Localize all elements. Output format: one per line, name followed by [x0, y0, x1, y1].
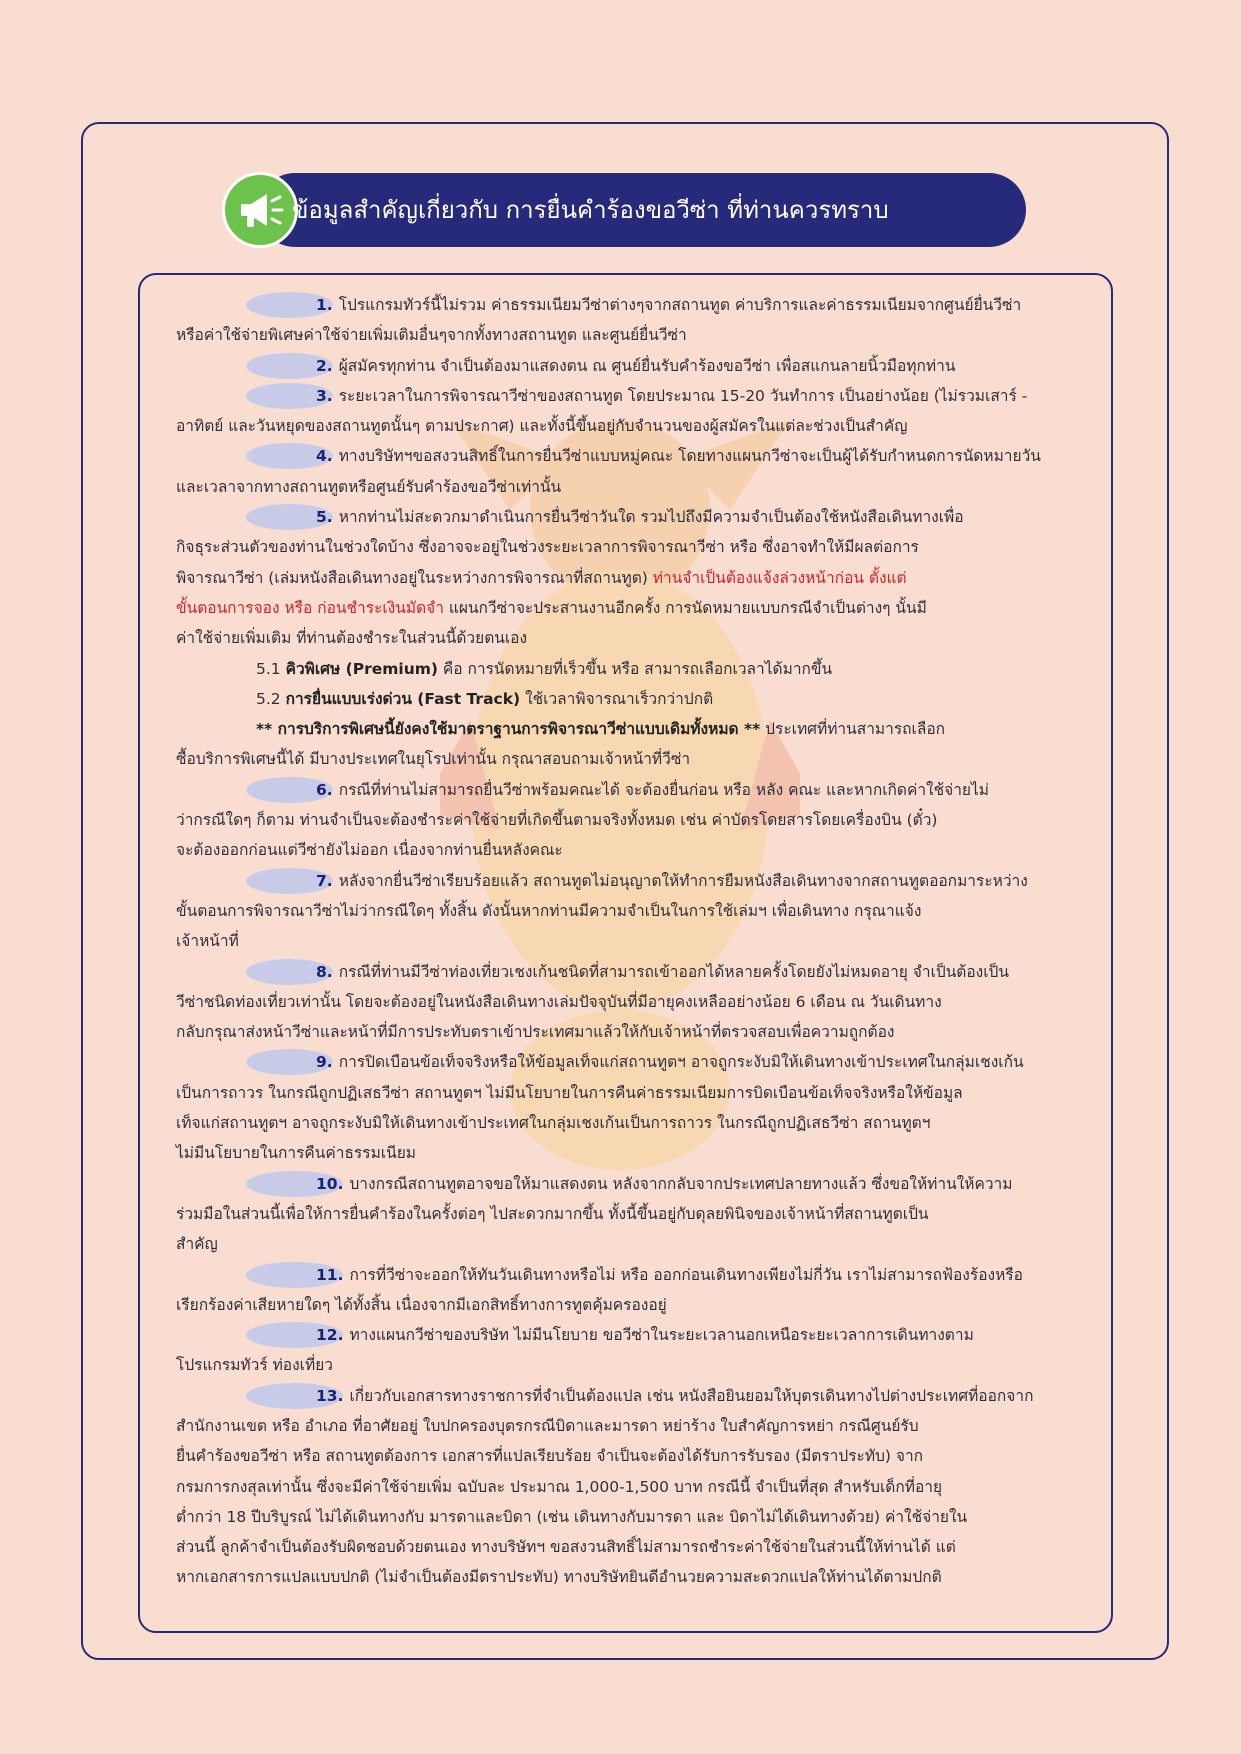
list-item-continuation: เรียกร้องค่าเสียหายใดๆ ได้ทั้งสิ้น เนื่องจากมีเอกสิทธิ์ทางการทูตคุ้มครองอยู่	[176, 1295, 667, 1314]
list-item-continuation: ค่าใช้จ่ายเพิ่มเติม ที่ท่านต้องชำระในส่วนนี้ด้วยตนเอง	[176, 629, 528, 648]
rules-content	[176, 290, 1088, 1593]
list-item-continuation: ไม่มีนโยบายในการคืนค่าธรรมเนียม	[176, 1144, 416, 1163]
list-item-continuation: จะต้องออกก่อนแต่วีซ่ายังไม่ออก เนื่องจากท่านยื่นหลังคณะ	[176, 841, 563, 860]
list-item-continuation: สำนักงานเขต หรือ อำเภอ ที่อาศัยอยู่ ใบปกครองบุตรกรณีบิดาและมารดา หย่าร้าง ใบสำคัญการหย่า กรณีศูนย์รับ	[176, 1416, 919, 1435]
list-item-continuation: ขั้นตอนการพิจารณาวีซ่าไม่ว่ากรณีใดๆ ทั้งสิ้น ดังนั้นหากท่านมีความจำเป็นในการใช้เล่มฯ เพื่อเดินทาง กรุณาแจ้ง	[176, 901, 922, 920]
list-item: 4. ทางบริษัทฯขอสงวนสิทธิ์ในการยื่นวีซ่าแบบหมู่คณะ โดยทางแผนกวีซ่าจะเป็นผู้ได้รับกำหนดการนัดหมายวัน	[176, 441, 1088, 471]
list-item-continuation: หรือค่าใช้จ่ายพิเศษค่าใช้จ่ายเพิ่มเติมอื่นๆจากทั้งทางสถานทูต และศูนย์ยื่นวีซ่า	[176, 326, 687, 345]
list-item-continuation: พิจารณาวีซ่า (เล่มหนังสือเดินทางอยู่ในระหว่างการพิจารณาที่สถานทูต) ท่านจำเป็นต้องแจ้งล่วงหน้าก่อน ตั้งแต่	[176, 568, 907, 587]
list-item: 10. บางกรณีสถานทูตอาจขอให้มาแสดงตน หลังจากกลับจากประเทศปลายทางแล้ว ซึ่งขอให้ท่านให้ความ	[176, 1169, 1088, 1199]
list-item: 9. การปิดเบือนข้อเท็จจริงหรือให้ข้อมูลเท็จแก่สถานทูตฯ อาจถูกระงับมิให้เดินทางเข้าประเทศในกลุ่มเชงเก้น	[176, 1047, 1088, 1077]
list-item: 12. ทางแผนกวีซ่าของบริษัท ไม่มีนโยบาย ขอวีซ่าในระยะเวลานอกเหนือระยะเวลาการเดินทางตาม	[176, 1320, 1088, 1350]
list-item-continuation: เจ้าหน้าที่	[176, 932, 239, 951]
list-item: 3. ระยะเวลาในการพิจารณาวีซ่าของสถานทูต โดยประมาณ 15-20 วันทำการ เป็นอย่างน้อย (ไม่รวมเสาร์ -	[176, 381, 1088, 411]
list-item-continuation: วีซ่าชนิดท่องเที่ยวเท่านั้น โดยจะต้องอยู่ในหนังสือเดินทางเล่มปัจจุบันที่มีอายุคงเหลืออย่างน้อย 6 เดือน ณ วันเดินทาง	[176, 992, 942, 1011]
megaphone-icon	[222, 172, 298, 248]
list-item-continuation: ว่ากรณีใดๆ ก็ตาม ท่านจำเป็นจะต้องชำระค่าใช้จ่ายที่เกิดขึ้นตามจริงทั้งหมด เช่น ค่าบัตรโดยสารโดยเครื่องบิน (ตั๋ว)	[176, 811, 938, 830]
list-item-continuation: ซื้อบริการพิเศษนี้ได้ มีบางประเทศในยุโรปเท่านั้น กรุณาสอบถามเจ้าหน้าที่วีซ่า	[176, 750, 691, 769]
list-item: 8. กรณีที่ท่านมีวีซ่าท่องเที่ยวเชงเก้นชนิดที่สามารถเข้าออกได้หลายครั้งโดยยังไม่หมดอายุ จำเป็นต้องเป็น	[176, 957, 1088, 987]
list-item: 13. เกี่ยวกับเอกสารทางราชการที่จำเป็นต้องแปล เช่น หนังสือยินยอมให้บุตรเดินทางไปต่างประเทศที่ออกจาก	[176, 1381, 1088, 1411]
list-item-continuation: เท็จแก่สถานทูตฯ อาจถูกระงับมิให้เดินทางเข้าประเทศในกลุ่มเชงเก้นเป็นการถาวร ในกรณีถูกปฏิเสธวีซ่า สถานทูตฯ	[176, 1114, 931, 1133]
note-item: ** การบริการพิเศษนี้ยังคงใช้มาตราฐานการพิจารณาวีซ่าแบบเดิมทั้งหมด ** ประเทศที่ท่านสามารถเลือก	[256, 720, 946, 739]
list-item-continuation: หากเอกสารการแปลแบบปกติ (ไม่จำเป็นต้องมีตราประทับ) ทางบริษัทยินดีอำนวยความสะดวกแปลให้ท่านได้ตามปกติ	[176, 1568, 942, 1587]
list-item: 11. การที่วีซ่าจะออกให้ทันวันเดินทางหรือไม่ หรือ ออกก่อนเดินทางเพียงไม่กี่วัน เราไม่สามารถฟ้องร้องหรือ	[176, 1260, 1088, 1290]
list-item-continuation: ร่วมมือในส่วนนี้เพื่อให้การยื่นคำร้องในครั้งต่อๆ ไปสะดวกมากขึ้น ทั้งนี้ขึ้นอยู่กับดุลยพินิจของเจ้าหน้าที่สถานทูตเป็น	[176, 1204, 929, 1223]
list-item: 7. หลังจากยื่นวีซ่าเรียบร้อยแล้ว สถานทูตไม่อนุญาตให้ทำการยืมหนังสือเดินทางจากสถานทูตออกมาระหว่าง	[176, 866, 1088, 896]
list-item: 6. กรณีที่ท่านไม่สามารถยื่นวีซ่าพร้อมคณะได้ จะต้องยื่นก่อน หรือ หลัง คณะ และหากเกิดค่าใช้จ่ายไม่	[176, 775, 1088, 805]
list-item-continuation: ยื่นคำร้องขอวีซ่า หรือ สถานทูตต้องการ เอกสารที่แปลเรียบร้อย จำเป็นจะต้องได้รับการรับรอง (มีตราประทับ) จาก	[176, 1447, 924, 1466]
list-item: 1. โปรแกรมทัวร์นี้ไม่รวม ค่าธรรมเนียมวีซ่าต่างๆจากสถานทูต ค่าบริการและค่าธรรมเนียมจากศูนย์ยื่นวีซ่า	[176, 290, 1088, 320]
list-item-continuation: โปรแกรมทัวร์ ท่องเที่ยว	[176, 1356, 333, 1375]
warning-text: ท่านจำเป็นต้องแจ้งล่วงหน้าก่อน ตั้งแต่	[652, 568, 907, 587]
list-item-continuation: ต่ำกว่า 18 ปีบริบูรณ์ ไม่ได้เดินทางกับ มารดาและบิดา (เช่น เดินทางกับมารดา และ บิดาไม่ได้เดินทางด้วย) ค่าใช้จ่ายใน	[176, 1507, 968, 1526]
list-item-continuation: กิจธุระส่วนตัวของท่านในช่วงใดบ้าง ซึ่งอาจจะอยู่ในช่วงระยะเวลาการพิจารณาวีซ่า หรือ ซึ่งอาจทำให้มีผลต่อการ	[176, 538, 919, 557]
list-item: 5. หากท่านไม่สะดวกมาดำเนินการยื่นวีซ่าวันใด รวมไปถึงมีความจำเป็นต้องใช้หนังสือเดินทางเพื่อ	[176, 502, 1088, 532]
list-item-continuation: กรมการกงสุลเท่านั้น ซึ่งจะมีค่าใช้จ่ายเพิ่ม ฉบับละ ประมาณ 1,000-1,500 บาท กรณีนี้ จำเป็นที่สุด สำหรับเด็กที่อายุ	[176, 1477, 943, 1496]
sub-item: 5.2 การยื่นแบบเร่งด่วน (Fast Track) ใช้เวลาพิจารณาเร็วกว่าปกติ	[256, 689, 714, 708]
list-item-continuation: อาทิตย์ และวันหยุดของสถานทูตนั้นๆ ตามประกาศ) และทั้งนี้ขึ้นอยู่กับจำนวนของผู้สมัครในแต่ละช่วงเป็นสำคัญ	[176, 417, 908, 436]
list-item-continuation: ส่วนนี้ ลูกค้าจำเป็นต้องรับผิดชอบด้วยตนเอง ทางบริษัทฯ ขอสงวนสิทธิ์ไม่สามารถชำระค่าใช้จ่ายในส่วนนี้ให้ท่านได้ แต่	[176, 1538, 956, 1557]
list-item-continuation: กลับกรุณาส่งหน้าวีซ่าและหน้าที่มีการประทับตราเข้าประเทศมาแล้วให้กับเจ้าหน้าที่ตรวจสอบเพื่อความถูกต้อง	[176, 1023, 895, 1042]
list-item-continuation: และเวลาจากทางสถานทูตหรือศูนย์รับคำร้องขอวีซ่าเท่านั้น	[176, 477, 562, 496]
list-item-continuation: เป็นการถาวร ในกรณีถูกปฏิเสธวีซ่า สถานทูตฯ ไม่มีนโยบายในการคืนค่าธรรมเนียมการบิดเบือนข้อเท็จจริงหรือให้ข้อมูล	[176, 1083, 963, 1102]
list-item: 2. ผู้สมัครทุกท่าน จำเป็นต้องมาแสดงตน ณ ศูนย์ยื่นรับคำร้องขอวีซ่า เพื่อสแกนลายนิ้วมือทุกท่าน	[176, 351, 1088, 381]
list-item-continuation: สำคัญ	[176, 1235, 218, 1254]
page-title: ข้อมูลสำคัญเกี่ยวกับ การยื่นคำร้องขอวีซ่า ที่ท่านควรทราบ	[292, 196, 889, 224]
warning-text: ขั้นตอนการจอง หรือ ก่อนชำระเงินมัดจำ	[176, 598, 444, 617]
list-item-continuation: ขั้นตอนการจอง หรือ ก่อนชำระเงินมัดจำ แผนกวีซ่าจะประสานงานอีกครั้ง การนัดหมายแบบกรณีจำเป็นต่างๆ นั้นมี	[176, 598, 927, 617]
sub-item: 5.1 คิวพิเศษ (Premium) คือ การนัดหมายที่เร็วขึ้น หรือ สามารถเลือกเวลาได้มากขึ้น	[256, 659, 833, 678]
